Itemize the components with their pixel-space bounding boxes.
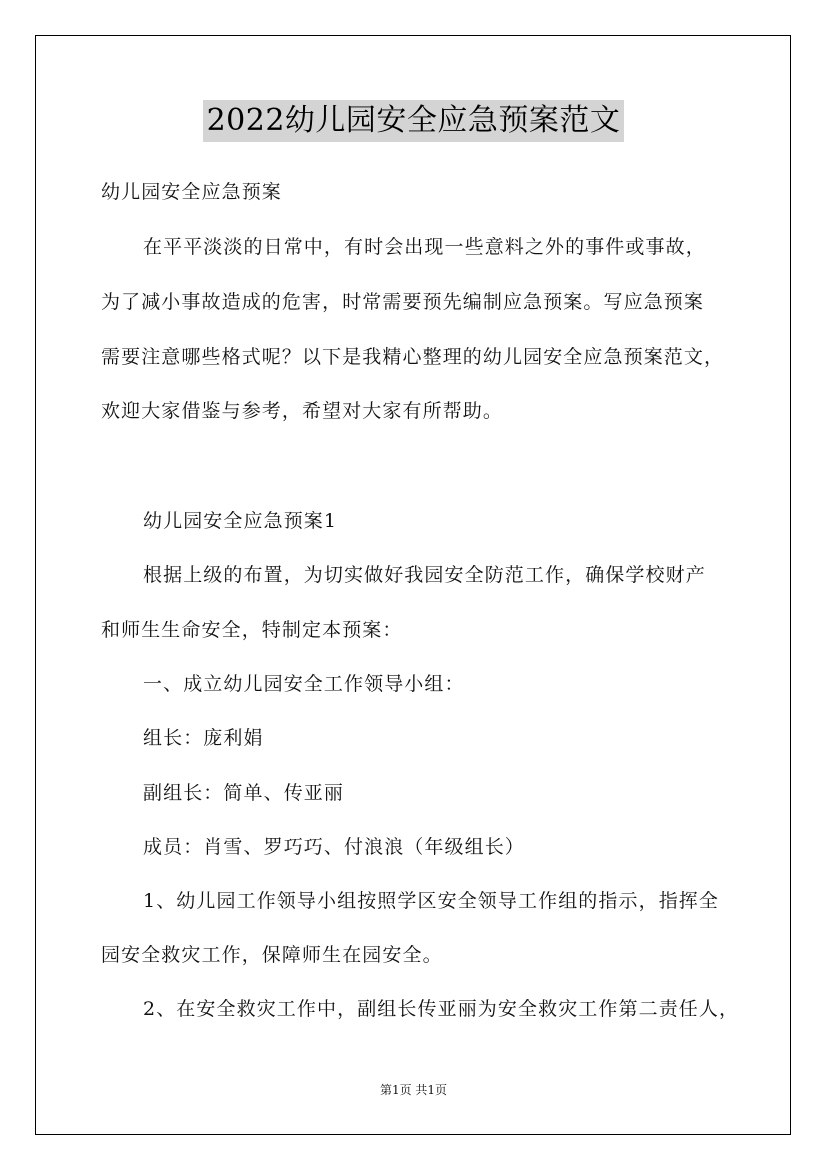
paragraph-line: 欢迎大家借鉴与参考，希望对大家有所帮助。 <box>101 400 504 422</box>
paragraph-line: 一、成立幼儿园安全工作领导小组： <box>143 673 465 695</box>
paragraph-line: 2、在安全救灾工作中，副组长传亚丽为安全救灾工作第二责任人， <box>143 998 740 1020</box>
paragraph-line: 为了减小事故造成的危害，时常需要预先编制应急预案。写应急预案 <box>101 291 705 313</box>
paragraph-line: 根据上级的布置，为切实做好我园安全防范工作，确保学校财产 <box>143 564 706 586</box>
page-footer: 第1页 共1页 <box>379 1083 448 1097</box>
paragraph-line: 和师生生命安全，特制定本预案： <box>101 619 403 641</box>
title-container <box>0 100 827 142</box>
paragraph-line: 组长：庞利娟 <box>143 727 264 749</box>
paragraph-line: 在平平淡淡的日常中，有时会出现一些意料之外的事件或事故， <box>143 236 706 258</box>
section-heading: 幼儿园安全应急预案1 <box>143 510 338 532</box>
paragraph-line: 成员：肖雪、罗巧巧、付浪浪（年级组长） <box>143 836 525 858</box>
paragraph-line: 园安全救灾工作，保障师生在园安全。 <box>101 944 443 966</box>
paragraph-line: 需要注意哪些格式呢？以下是我精心整理的幼儿园安全应急预案范文， <box>101 346 725 368</box>
paragraph-line: 副组长：简单、传亚丽 <box>143 782 345 804</box>
document-title: 2022幼儿园安全应急预案范文 <box>203 100 625 142</box>
document-subtitle: 幼儿园安全应急预案 <box>101 181 282 203</box>
paragraph-line: 1、幼儿园工作领导小组按照学区安全领导工作组的指示，指挥全 <box>143 890 719 912</box>
